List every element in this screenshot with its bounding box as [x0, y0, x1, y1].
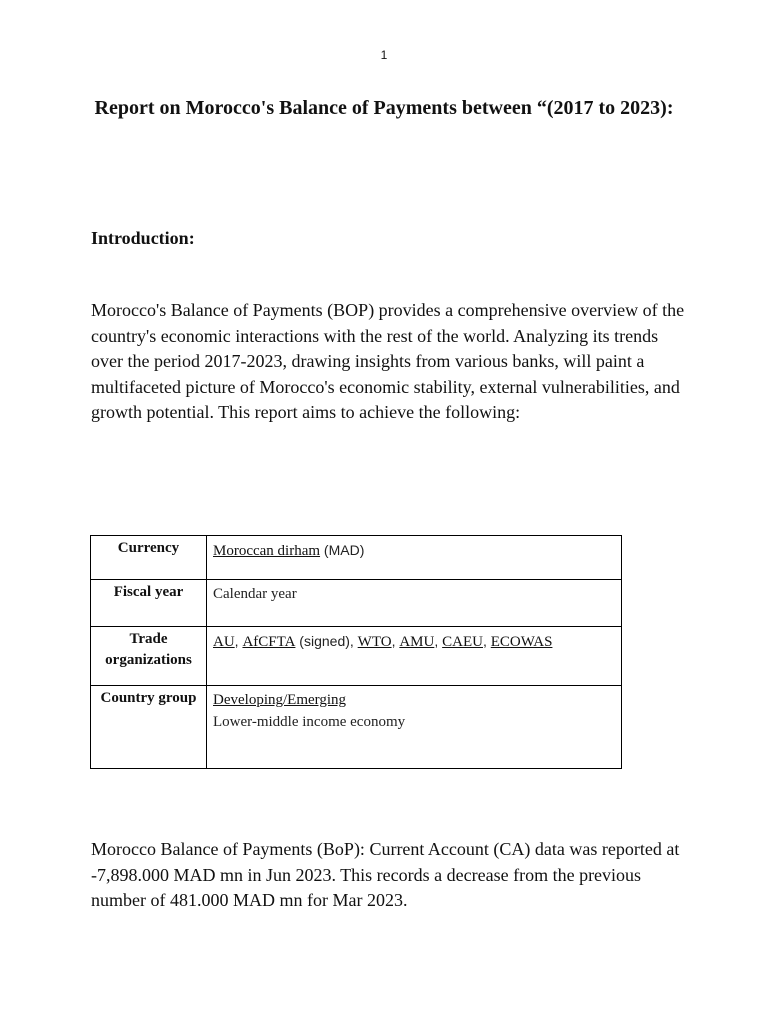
intro-heading: Introduction:: [91, 228, 195, 248]
currency-suffix: (MAD): [320, 542, 365, 558]
moroccan-dirham-link[interactable]: Moroccan dirham: [213, 543, 321, 559]
table-row-currency: [91, 536, 622, 580]
trade-organizations-label: Trade organizations: [91, 627, 207, 686]
fiscal-year-value: Calendar year: [207, 580, 622, 627]
separator: ,: [482, 633, 491, 649]
au-link[interactable]: AU: [213, 634, 235, 650]
afcfta-link[interactable]: AfCFTA: [242, 634, 296, 650]
wto-link[interactable]: WTO: [357, 634, 392, 650]
intro-paragraph: Morocco's Balance of Payments (BOP) provides a comprehensive overview of the country's economic interactions with the rest of the world. Analyzing its trends over the period 2017-2023, drawing insights from various banks, will paint a multifaceted picture of Morocco's economic stability, external vulnerabilities, and growth potential. This report aims to achieve the following:: [91, 300, 685, 422]
separator: ,: [391, 633, 400, 649]
country-group-value: [207, 686, 622, 769]
table-row-fiscal-year: [91, 580, 622, 627]
table-row-country-group: [91, 686, 622, 769]
fiscal-year-label: Fiscal year: [91, 580, 207, 627]
currency-value: [207, 536, 622, 580]
amu-link[interactable]: AMU: [399, 634, 435, 650]
ecowas-link[interactable]: ECOWAS: [490, 634, 553, 650]
table-row-trade-organizations: [91, 627, 622, 686]
separator: ,: [434, 633, 443, 649]
income-classification: Lower-middle income economy: [213, 714, 406, 730]
info-table: [90, 535, 622, 769]
page-number: 1: [380, 48, 388, 62]
country-group-label: Country group: [91, 686, 207, 769]
closing-paragraph: Morocco Balance of Payments (BoP): Current Account (CA) data was reported at -7,898.000 MAD mn in Jun 2023. This records a decrease from the previous number of 481.000 MAD mn for Mar 2023.: [91, 839, 680, 910]
signed-note: (signed),: [295, 633, 358, 649]
separator: ,: [234, 633, 243, 649]
developing-emerging-link[interactable]: Developing/Emerging: [213, 692, 347, 708]
currency-label: Currency: [91, 536, 207, 580]
report-title: Report on Morocco's Balance of Payments between “(2017 to 2023):: [94, 97, 674, 119]
caeu-link[interactable]: CAEU: [442, 634, 483, 650]
trade-organizations-value: [207, 627, 622, 686]
